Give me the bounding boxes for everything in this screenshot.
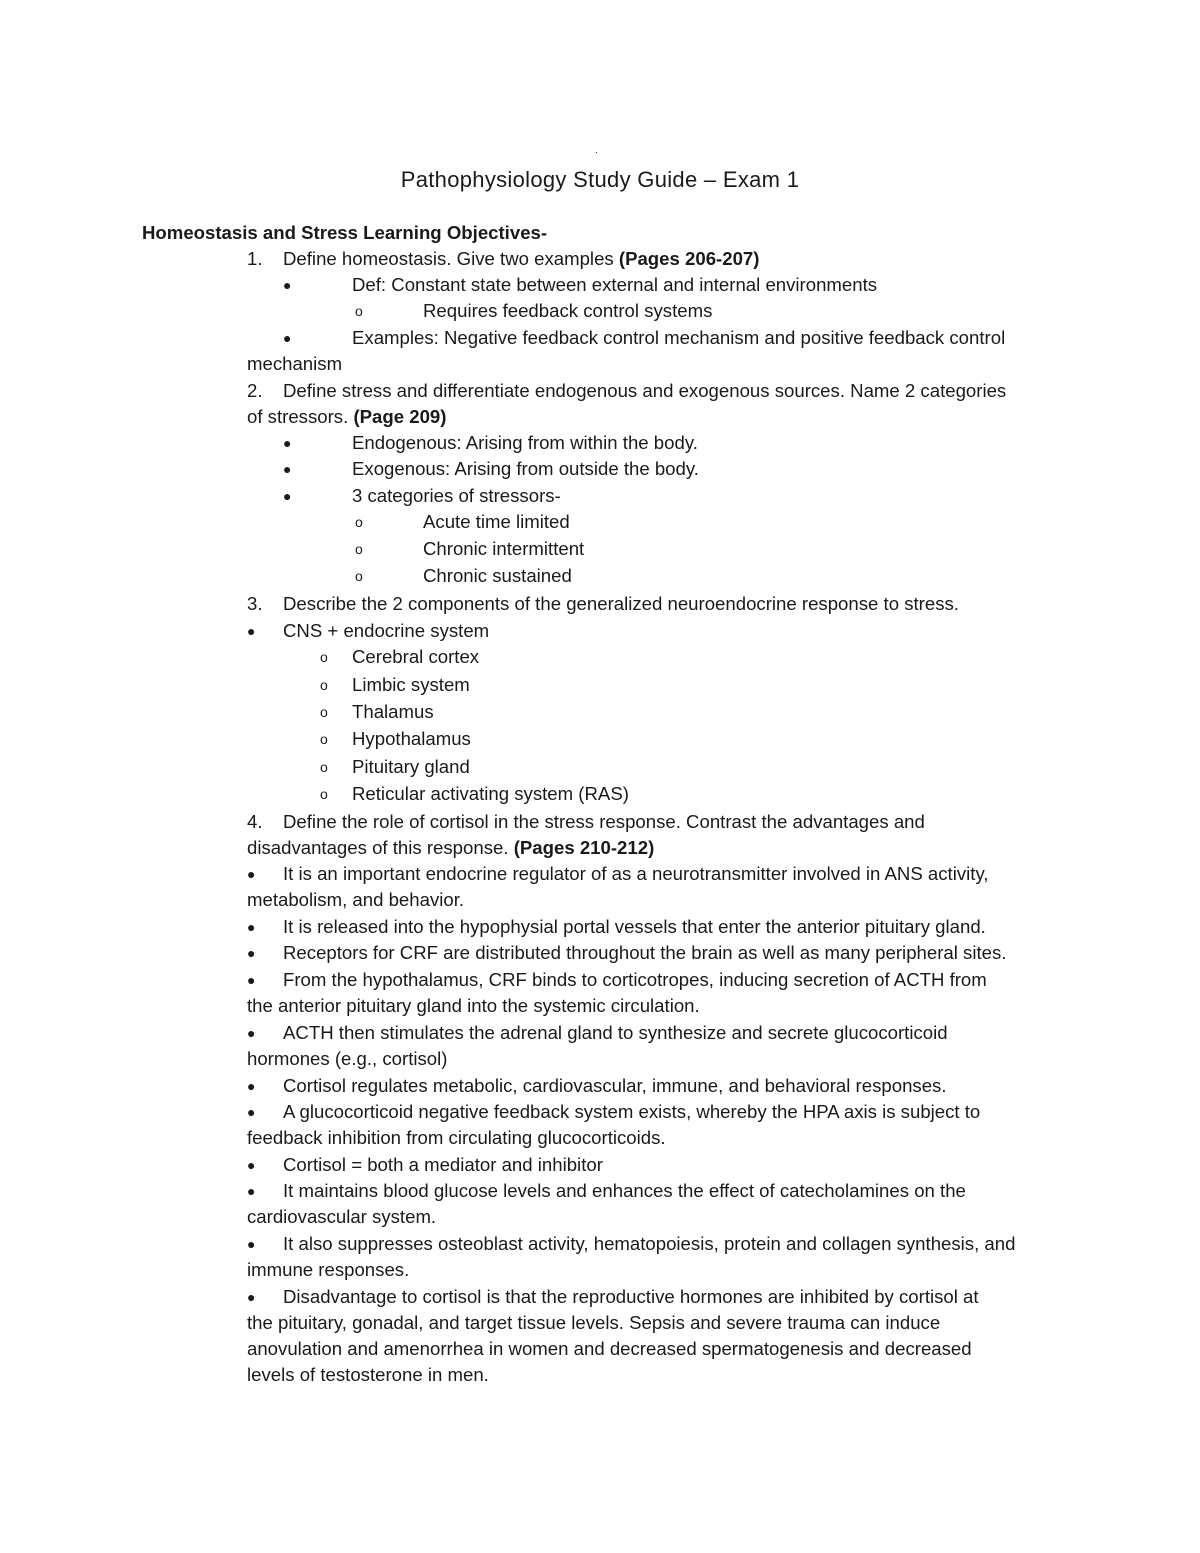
list-item: Chronic intermittent: [423, 538, 585, 559]
q4-point-cont: cardiovascular system.: [247, 1206, 437, 1227]
q4-point: Receptors for CRF are distributed throughout the brain as well as many peripheral sites.: [283, 942, 1007, 963]
q1-examples-cont: mechanism: [247, 353, 343, 374]
q2-endogenous: Endogenous: Arising from within the body.: [352, 432, 698, 453]
section-heading: Homeostasis and Stress Learning Objectives-: [142, 222, 548, 243]
list-item: Acute time limited: [423, 511, 570, 532]
bullet-icon: ●: [247, 1289, 256, 1305]
q1-page-ref: (Pages 206-207): [618, 248, 760, 269]
sub-bullet-icon: o: [355, 541, 363, 557]
sub-bullet-icon: o: [320, 731, 328, 747]
bullet-icon: ●: [247, 623, 256, 639]
bullet-icon: ●: [247, 945, 256, 961]
list-number: 3.: [247, 593, 263, 614]
bullet-icon: ●: [247, 1104, 256, 1120]
page-title: Pathophysiology Study Guide – Exam 1: [400, 167, 800, 192]
q4-point: ACTH then stimulates the adrenal gland to synthesize and secrete glucocorticoid: [283, 1022, 948, 1043]
list-number: 1.: [247, 248, 263, 269]
bullet-icon: ●: [247, 1078, 256, 1094]
q4-point: It also suppresses osteoblast activity, hematopoiesis, protein and collagen synthesis, and: [283, 1233, 1016, 1254]
q3-question: Describe the 2 components of the generalized neuroendocrine response to stress.: [283, 593, 959, 614]
sub-bullet-icon: o: [320, 786, 328, 802]
q4-point: From the hypothalamus, CRF binds to corticotropes, inducing secretion of ACTH from: [283, 969, 987, 990]
q4-question: Define the role of cortisol in the stress response. Contrast the advantages and: [283, 811, 925, 832]
bullet-icon: ●: [247, 1157, 256, 1173]
q2-exogenous: Exogenous: Arising from outside the body.: [352, 458, 699, 479]
bullet-icon: ●: [283, 277, 292, 293]
q2-question-cont: [247, 404, 446, 430]
bullet-icon: ●: [247, 1183, 256, 1199]
q4-point-cont: metabolism, and behavior.: [247, 889, 465, 910]
q4-point: It maintains blood glucose levels and enhances the effect of catecholamines on the: [283, 1180, 966, 1201]
bullet-icon: ●: [283, 488, 292, 504]
sub-bullet-icon: o: [320, 677, 328, 693]
q4-point-cont: levels of testosterone in men.: [247, 1364, 489, 1385]
q3-bullet: CNS + endocrine system: [283, 620, 490, 641]
list-item: Reticular activating system (RAS): [352, 783, 629, 804]
list-item: Hypothalamus: [352, 728, 471, 749]
q4-point-cont: feedback inhibition from circulating glucocorticoids.: [247, 1127, 666, 1148]
q1-text: [283, 246, 759, 272]
q4-point: Cortisol = both a mediator and inhibitor: [283, 1154, 603, 1175]
bullet-icon: ●: [247, 1236, 256, 1252]
list-item: Pituitary gland: [352, 756, 470, 777]
bullet-icon: ●: [283, 435, 292, 451]
q4-point-cont: anovulation and amenorrhea in women and decreased spermatogenesis and decreased: [247, 1338, 972, 1359]
q4-point-cont: hormones (e.g., cortisol): [247, 1048, 448, 1069]
list-item: Thalamus: [352, 701, 434, 722]
q4-question-text: disadvantages of this response.: [247, 837, 514, 858]
list-item: Chronic sustained: [423, 565, 572, 586]
top-mark: .: [595, 145, 598, 156]
sub-bullet-icon: o: [355, 514, 363, 530]
bullet-icon: ●: [247, 1025, 256, 1041]
q2-page-ref: (Page 209): [353, 406, 447, 427]
q4-point: A glucocorticoid negative feedback system exists, whereby the HPA axis is subject to: [283, 1101, 981, 1122]
list-item: Cerebral cortex: [352, 646, 480, 667]
q4-point-cont: immune responses.: [247, 1259, 410, 1280]
q2-question-text: of stressors.: [247, 406, 354, 427]
bullet-icon: ●: [247, 919, 256, 935]
sub-bullet-icon: o: [320, 759, 328, 775]
sub-bullet-icon: o: [320, 649, 328, 665]
q4-page-ref: (Pages 210-212): [513, 837, 655, 858]
q1-def-sub: Requires feedback control systems: [423, 300, 713, 321]
q2-categories: 3 categories of stressors-: [352, 485, 561, 506]
list-number: 2.: [247, 380, 263, 401]
q4-point: It is an important endocrine regulator of as a neurotransmitter involved in ANS activity,: [283, 863, 989, 884]
q1-question: Define homeostasis. Give two examples: [283, 248, 619, 269]
q4-point-cont: the anterior pituitary gland into the systemic circulation.: [247, 995, 700, 1016]
q4-point-cont: the pituitary, gonadal, and target tissue levels. Sepsis and severe trauma can induce: [247, 1312, 941, 1333]
list-item: Limbic system: [352, 674, 470, 695]
list-number: 4.: [247, 811, 263, 832]
bullet-icon: ●: [247, 972, 256, 988]
q1-examples: Examples: Negative feedback control mechanism and positive feedback control: [352, 327, 1006, 348]
q4-point: Cortisol regulates metabolic, cardiovascular, immune, and behavioral responses.: [283, 1075, 947, 1096]
bullet-icon: ●: [283, 461, 292, 477]
q1-def: Def: Constant state between external and internal environments: [352, 274, 878, 295]
bullet-icon: ●: [283, 330, 292, 346]
q4-point: Disadvantage to cortisol is that the reproductive hormones are inhibited by cortisol at: [283, 1286, 979, 1307]
q4-point: It is released into the hypophysial portal vessels that enter the anterior pituitary gland.: [283, 916, 986, 937]
q2-question: Define stress and differentiate endogenous and exogenous sources. Name 2 categories: [283, 380, 1007, 401]
sub-bullet-icon: o: [320, 704, 328, 720]
q4-question-cont: [247, 835, 654, 861]
sub-bullet-icon: o: [355, 568, 363, 584]
bullet-icon: ●: [247, 866, 256, 882]
sub-bullet-icon: o: [355, 303, 363, 319]
